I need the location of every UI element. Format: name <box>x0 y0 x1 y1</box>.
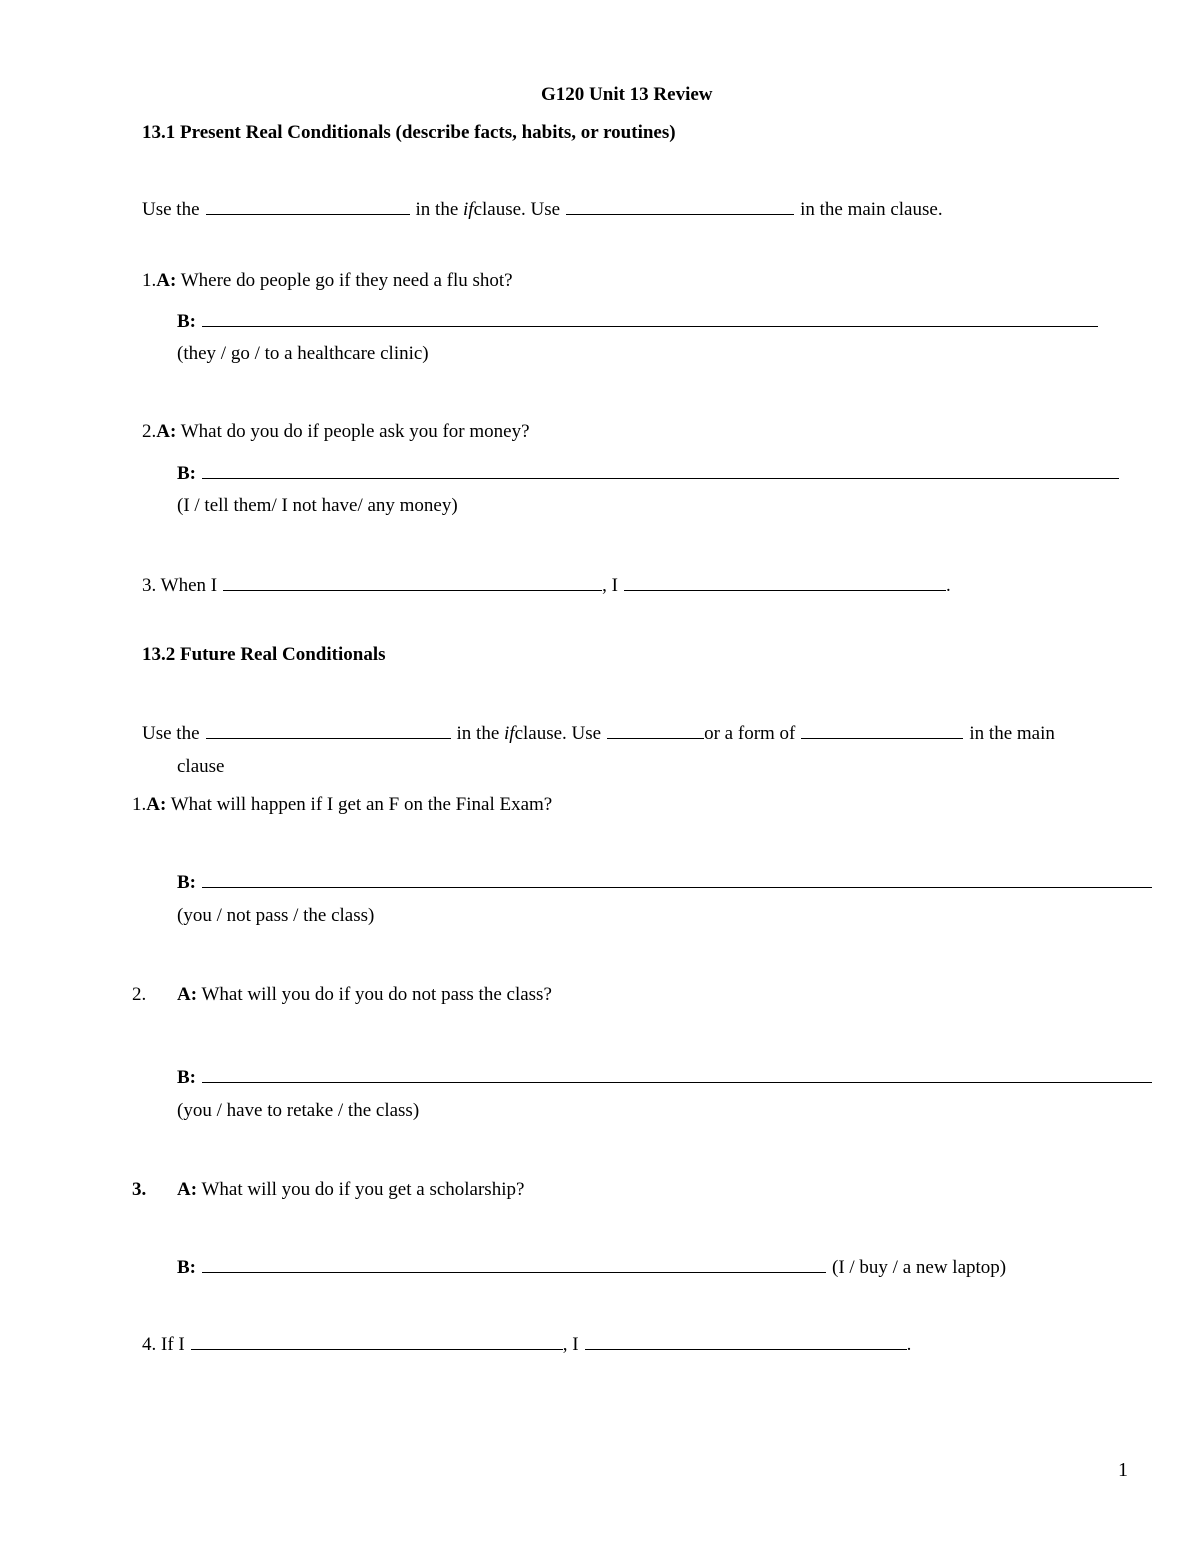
hint-1-2: (I / tell them/ I not have/ any money) <box>177 495 458 516</box>
answer-line-2-2: B: <box>177 1064 1152 1087</box>
section-heading-13-1: 13.1 Present Real Conditionals (describe facts, habits, or routines) <box>142 122 676 143</box>
question-1-2: 2.A: What do you do if people ask you for money? <box>142 421 530 442</box>
hint-2-2: (you / have to retake / the class) <box>177 1100 420 1121</box>
rule-sentence-1: Use the in the if clause. Use in the main clause. <box>142 196 943 219</box>
rule-blank-1[interactable] <box>206 196 410 215</box>
question-2-3-num: 3. <box>132 1179 147 1200</box>
hint-1-1: (they / go / to a healthcare clinic) <box>177 343 429 364</box>
page-number: 1 <box>1118 1459 1128 1481</box>
page-title: G120 Unit 13 Review <box>541 84 713 105</box>
question-1-1: 1.A: Where do people go if they need a flu shot? <box>142 270 513 291</box>
if-blank-1[interactable] <box>191 1331 563 1350</box>
answer-line-2-3: B: (I / buy / a new laptop) <box>177 1254 1006 1277</box>
answer-blank-2-2[interactable] <box>202 1064 1152 1083</box>
answer-line-1-2: B: <box>177 460 1119 483</box>
question-2-1: 1.A: What will happen if I get an F on the Final Exam? <box>132 794 553 815</box>
question-2-3: A: What will you do if you get a scholarship? <box>177 1179 525 1200</box>
section-heading-13-2: 13.2 Future Real Conditionals <box>142 644 386 665</box>
rule-blank-2[interactable] <box>566 196 794 215</box>
rule2-blank-2[interactable] <box>607 720 704 739</box>
answer-blank-2-3[interactable] <box>202 1254 826 1273</box>
answer-blank-2-1[interactable] <box>202 869 1152 888</box>
answer-blank-1-1[interactable] <box>202 308 1098 327</box>
hint-2-1: (you / not pass / the class) <box>177 905 375 926</box>
question-1-3: 3. When I , I . <box>142 572 951 595</box>
rule-sentence-2-cont: clause <box>177 756 225 777</box>
question-2-4: 4. If I , I . <box>142 1331 911 1354</box>
rule2-blank-1[interactable] <box>206 720 451 739</box>
when-blank-2[interactable] <box>624 572 946 591</box>
question-2-2: A: What will you do if you do not pass the class? <box>177 984 552 1005</box>
answer-line-2-1: B: <box>177 869 1152 892</box>
when-blank-1[interactable] <box>223 572 602 591</box>
rule-sentence-2: Use the in the if clause. Use or a form of in the main <box>142 720 1055 743</box>
answer-blank-1-2[interactable] <box>202 460 1119 479</box>
answer-line-1-1: B: <box>177 308 1098 331</box>
rule2-blank-3[interactable] <box>801 720 963 739</box>
if-blank-2[interactable] <box>585 1331 907 1350</box>
question-2-2-num: 2. <box>132 984 147 1005</box>
